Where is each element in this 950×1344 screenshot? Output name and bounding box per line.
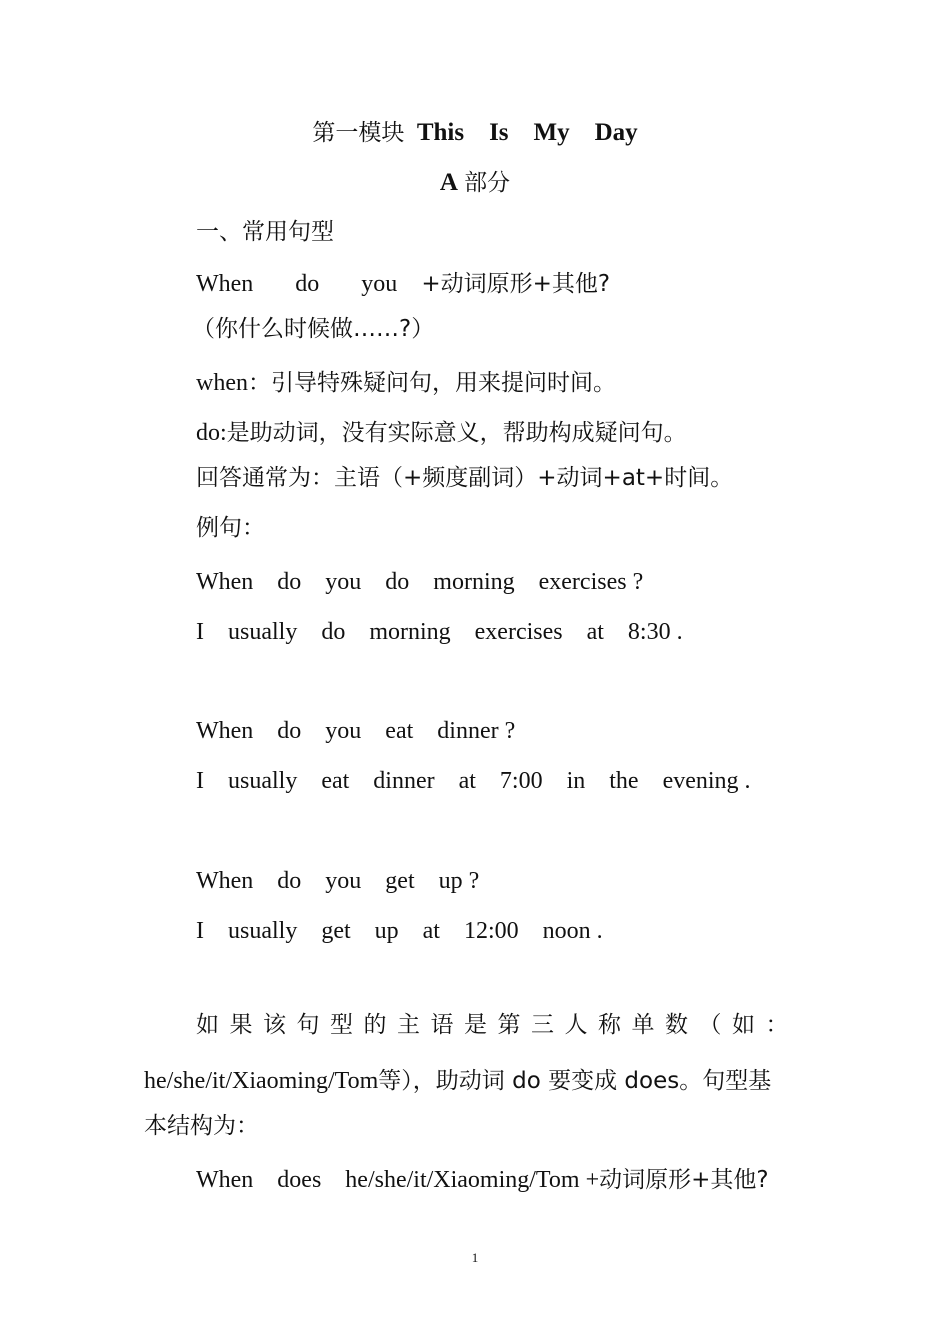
third-person-rule-line3: 本结构为： — [144, 1113, 259, 1139]
example-question: When do you get up ? — [196, 868, 480, 894]
note-do — [196, 418, 687, 448]
page-title — [0, 118, 950, 148]
third-person-subjects: he/she/it/Xiaoming/Tom — [144, 1068, 379, 1094]
pattern-line — [196, 269, 610, 299]
third-person-rule-line1: 如果该句型的主语是第三人称单数（如： — [196, 1012, 799, 1038]
pattern-en: When do you — [196, 271, 422, 297]
subtitle-cn: 部分 — [464, 170, 511, 196]
pattern-meaning: （你什么时候做……?） — [192, 316, 435, 342]
title-cn: 第一模块 — [312, 120, 405, 146]
example-question: When do you eat dinner ? — [196, 718, 516, 744]
example-answer: I usually eat dinner at 7:00 in the evening . — [196, 768, 751, 794]
section-heading: 一、常用句型 — [196, 219, 334, 245]
examples-label: 例句： — [196, 515, 265, 541]
pattern-third-en: When does he/she/it/Xiaoming/Tom + — [196, 1167, 600, 1193]
subtitle-en: A — [439, 169, 458, 196]
example-answer: I usually get up at 12:00 noon . — [196, 918, 603, 944]
third-person-rule-text: 等），助动词 do 要变成 does。句型基 — [378, 1068, 772, 1094]
page-number: 1 — [471, 1250, 479, 1265]
answer-form: 回答通常为：主语（+频度副词）+动词+at+时间。 — [196, 465, 734, 491]
third-person-rule-line2 — [144, 1066, 771, 1096]
note-when-cn: ：引导特殊疑问句，用来提问时间。 — [247, 370, 616, 396]
example-answer: I usually do morning exercises at 8:30 . — [196, 619, 683, 645]
pattern-third-person — [196, 1165, 769, 1195]
pattern-cn: +动词原形+其他? — [421, 271, 611, 297]
example-question: When do you do morning exercises ? — [196, 569, 644, 595]
title-en: This Is My Day — [416, 119, 638, 146]
pattern-third-cn: 动词原形+其他? — [599, 1167, 769, 1193]
subtitle — [0, 168, 950, 198]
note-do-en: do: — [196, 420, 227, 446]
note-do-cn: 是助动词，没有实际意义，帮助构成疑问句。 — [226, 420, 687, 446]
note-when-en: when — [196, 370, 248, 396]
note-when — [196, 368, 616, 398]
